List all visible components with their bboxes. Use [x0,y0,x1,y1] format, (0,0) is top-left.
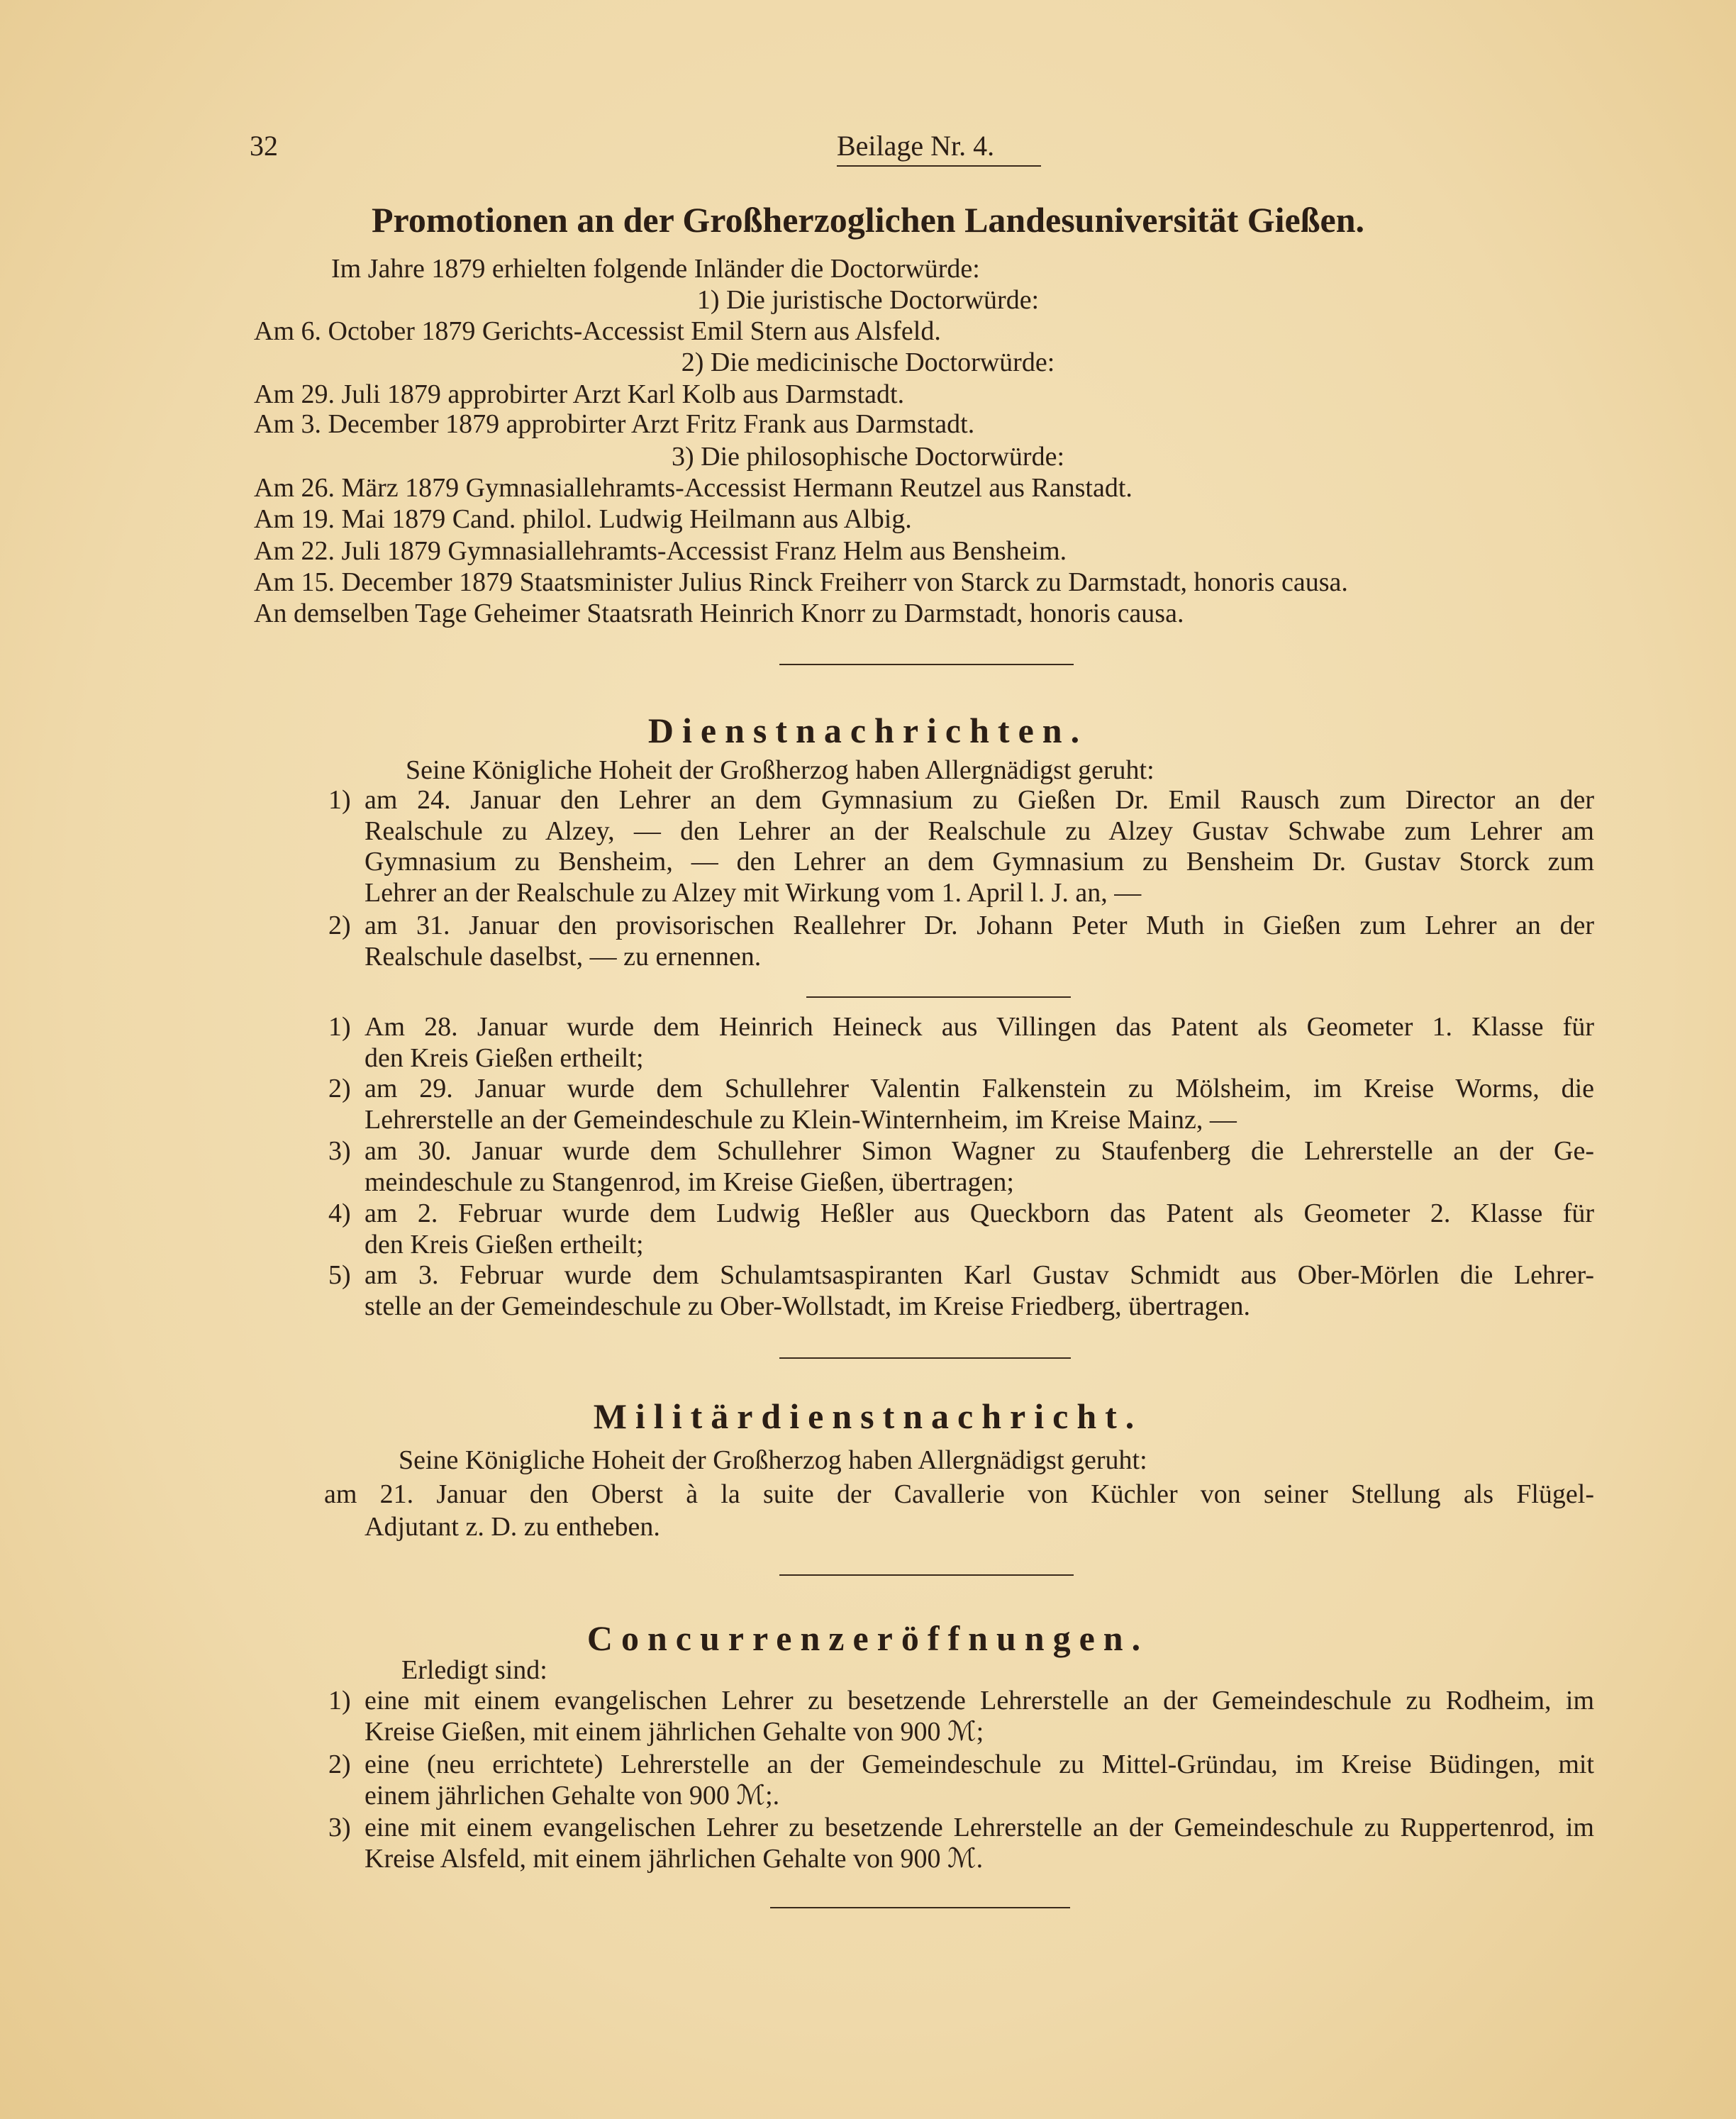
entry: Am 19. Mai 1879 Cand. philol. Ludwig Heilmann aus Albig. [254,504,912,534]
entry: Am 3. December 1879 approbirter Arzt Fritz Frank aus Darmstadt. [254,409,975,439]
item-line: am 29. Januar wurde dem Schullehrer Valentin Falkenstein zu Mölsheim, im Kreise Worms, die [365,1074,1594,1103]
item-line: Kreise Alsfeld, mit einem jährlichen Gehalte von 900 ℳ. [365,1844,984,1874]
section-title: Dienstnachrichten. [647,711,1089,750]
item-number: 2) [328,1750,351,1779]
entry: Am 15. December 1879 Staatsminister Julius Rinck Freiherr von Starck zu Darmstadt, honoris causa. [254,567,1348,597]
entry: Am 29. Juli 1879 approbirter Arzt Karl Kolb aus Darmstadt. [254,379,905,409]
item-line: Am 28. Januar wurde dem Heinrich Heineck aus Villingen das Patent als Geometer 1. Klasse für [365,1012,1594,1042]
separator [779,664,1074,665]
item-number: 3) [328,1136,351,1166]
item-line: den Kreis Gießen ertheilt; [365,1043,644,1073]
page-number: 32 [250,130,278,162]
item-line: stelle an der Gemeindeschule zu Ober-Wollstadt, im Kreise Friedberg, übertragen. [365,1291,1251,1321]
section-title: Militärdienstnachricht. [593,1396,1143,1436]
header-rule [837,165,1041,167]
item-line: Realschule daselbst, — zu ernennen. [365,942,762,972]
item-line: Kreise Gießen, mit einem jährlichen Gehalte von 900 ℳ; [365,1717,984,1747]
item-number: 2) [328,911,351,940]
item-line: Lehrerstelle an der Gemeindeschule zu Klein-Winternheim, im Kreise Mainz, — [365,1105,1237,1135]
supplement-label: Beilage Nr. 4. [837,130,995,162]
item-number: 2) [328,1074,351,1103]
intro: Seine Königliche Hoheit der Großherzog haben Allergnädigst geruht: [406,755,1154,785]
separator [779,1574,1074,1576]
separator [770,1907,1070,1908]
entry: Am 26. März 1879 Gymnasiallehramts-Accessist Hermann Reutzel aus Ranstadt. [254,473,1133,503]
item-line: den Kreis Gießen ertheilt; [365,1230,644,1259]
section-title: Concurrenzeröffnungen. [586,1618,1150,1658]
item-line: eine mit einem evangelischen Lehrer zu besetzende Lehrerstelle an der Gemeindeschule zu Rodheim, im [365,1686,1594,1715]
item-line: Gymnasium zu Bensheim, — den Lehrer an dem Gymnasium zu Bensheim Dr. Gustav Storck zum [365,847,1594,877]
entry-line: am 21. Januar den Oberst à la suite der Cavallerie von Küchler von seiner Stellung als Flügel- [324,1479,1594,1509]
intro: Im Jahre 1879 erhielten folgende Inländer die Doctorwürde: [331,254,980,284]
item-line: eine mit einem evangelischen Lehrer zu besetzende Lehrerstelle an der Gemeindeschule zu Ruppertenrod, im [365,1813,1594,1842]
entry: An demselben Tage Geheimer Staatsrath Heinrich Knorr zu Darmstadt, honoris causa. [254,599,1184,628]
item-line: am 3. Februar wurde dem Schulamtsaspiranten Karl Gustav Schmidt aus Ober-Mörlen die Lehrer- [365,1260,1594,1290]
item-line: Realschule zu Alzey, — den Lehrer an der Realschule zu Alzey Gustav Schwabe zum Lehrer am [365,816,1594,846]
item-number: 4) [328,1198,351,1228]
entry-line: Adjutant z. D. zu entheben. [365,1512,660,1542]
subheading: 3) Die philosophische Doctorwürde: [671,442,1065,472]
subheading: 1) Die juristische Doctorwürde: [696,285,1040,315]
intro: Seine Königliche Hoheit der Großherzog haben Allergnädigst geruht: [399,1445,1147,1475]
subheading: 2) Die medicinische Doctorwürde: [681,347,1055,377]
item-number: 5) [328,1260,351,1290]
item-number: 3) [328,1813,351,1842]
separator [779,1357,1071,1359]
entry: Am 6. October 1879 Gerichts-Accessist Emil Stern aus Alsfeld. [254,316,941,346]
item-line: am 24. Januar den Lehrer an dem Gymnasium zu Gießen Dr. Emil Rausch zum Director an der [365,785,1594,815]
entry: Am 22. Juli 1879 Gymnasiallehramts-Accessist Franz Helm aus Bensheim. [254,536,1067,566]
item-line: eine (neu errichtete) Lehrerstelle an der Gemeindeschule zu Mittel-Gründau, im Kreise Büdingen, mit [365,1750,1594,1779]
item-line: am 30. Januar wurde dem Schullehrer Simon Wagner zu Staufenberg die Lehrerstelle an der Ge- [365,1136,1594,1166]
intro: Erledigt sind: [401,1655,547,1685]
separator [806,996,1071,998]
item-line: Lehrer an der Realschule zu Alzey mit Wirkung vom 1. April l. J. an, — [365,878,1142,908]
item-line: am 31. Januar den provisorischen Reallehrer Dr. Johann Peter Muth in Gießen zum Lehrer an der [365,911,1594,940]
item-line: am 2. Februar wurde dem Ludwig Heßler aus Queckborn das Patent als Geometer 2. Klasse für [365,1198,1594,1228]
item-number: 1) [328,1012,351,1042]
item-number: 1) [328,1686,351,1715]
section-title: Promotionen an der Großherzoglichen Landesuniversität Gießen. [371,200,1365,240]
item-number: 1) [328,785,351,815]
item-line: meindeschule zu Stangenrod, im Kreise Gießen, übertragen; [365,1167,1014,1197]
item-line: einem jährlichen Gehalte von 900 ℳ;. [365,1781,780,1811]
